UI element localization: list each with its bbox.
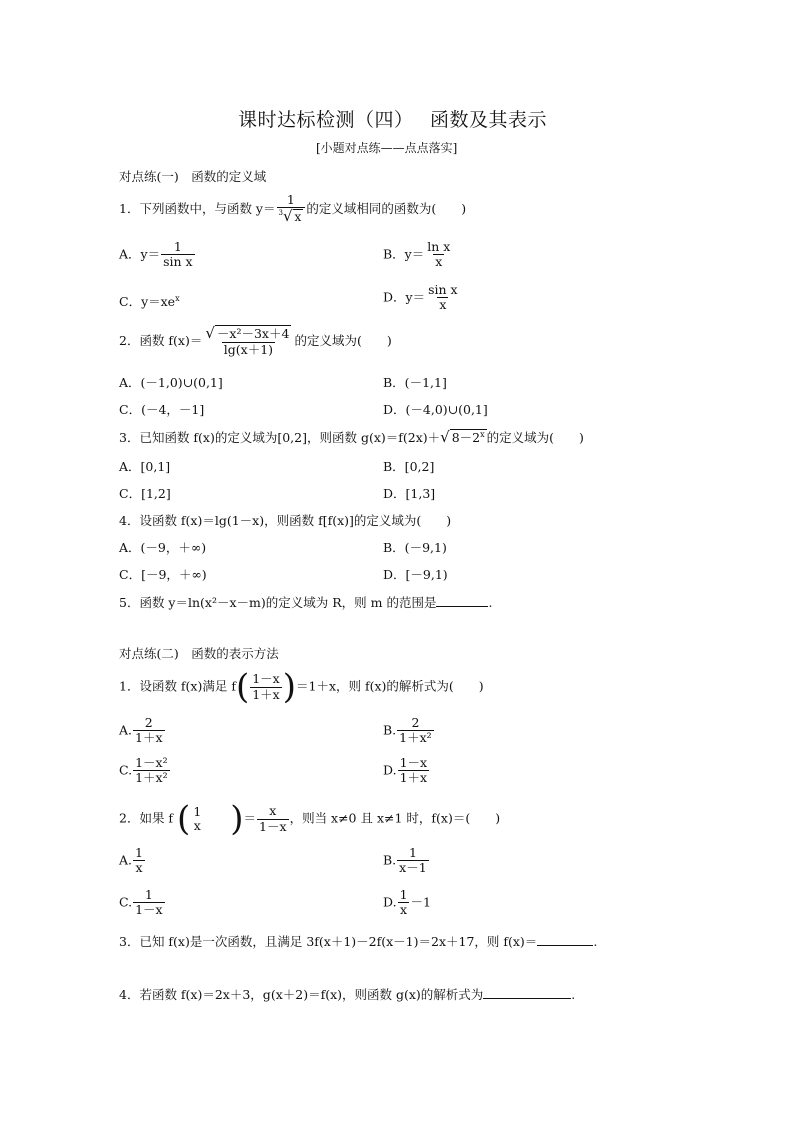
option-1-2-c: C．(－4，－1]	[119, 402, 205, 417]
question-1-2: 2．函数 f(x)＝ $\frac{\text{√ －x²－3x＋4}}{\lg(x+1)}$ 的定义域为( )	[119, 324, 392, 358]
question-2-2: 2．如果 f ( 1 x )＝ $\frac{x}{1-x}$ ，则当 x≠0 且 x≠1 时，f(x)＝( )	[119, 799, 501, 839]
option-2-1-c: C. $\frac{\text{1－x²}}{\text{1＋x²}}$	[119, 755, 168, 786]
answer-blank[interactable]	[436, 606, 488, 607]
question-1-5: 5．函数 y＝ln(x²－x－m)的定义域为 R，则 m 的范围是 .	[119, 595, 493, 610]
option-1-3-a: A．[0,1]	[119, 459, 171, 474]
option-1-1-c: C．$y=xe^x$	[119, 293, 180, 309]
answer-blank[interactable]	[537, 945, 593, 946]
question-1-4: 4．设函数 f(x)＝lg(1－x)，则函数 f[f(x)]的定义域为( )	[119, 513, 452, 528]
option-1-1-d: D．y＝ $\frac{\text{sin x}}{x}$	[383, 282, 458, 313]
page-subtitle: [小题对点练——点点落实]	[316, 141, 458, 155]
option-1-4-a: A．(－9，＋∞)	[119, 540, 207, 555]
option-2-2-c: C. $\frac{1}{1-x}$	[119, 887, 163, 918]
option-1-3-b: B．[0,2]	[383, 459, 435, 474]
answer-blank[interactable]	[483, 998, 571, 999]
option-1-1-a: A．y＝ $\frac{1}{\text{sin x}}$	[119, 239, 193, 270]
question-2-4: 4．若函数 f(x)＝2x＋3，g(x＋2)＝f(x)，则函数 g(x)的解析式为 .	[119, 987, 576, 1002]
option-1-3-c: C．[1,2]	[119, 486, 171, 501]
page-title: 课时达标检测（四） 函数及其表示	[238, 109, 548, 131]
option-1-4-c: C．[－9，＋∞)	[119, 567, 207, 582]
option-2-2-b: B. $\frac{1}{x-1}$	[383, 845, 427, 876]
question-1-1: 1．下列函数中，与函数 y＝ $\frac{1}{^3√ x}$ 的定义域相同的函数为( )	[119, 192, 467, 226]
option-1-3-d: D．[1,3]	[383, 486, 436, 501]
option-2-1-d: D. $\frac{1-x}{1+x}$	[383, 755, 428, 786]
option-1-2-b: B．(－1,1]	[383, 375, 447, 390]
option-2-2-d: D. $\frac{1}{x}$ －1	[383, 887, 431, 918]
option-1-1-b: B．y＝ $\frac{\text{ln x}}{x}$	[383, 239, 451, 270]
question-2-3: 3．已知 f(x)是一次函数，且满足 3f(x＋1)－2f(x－1)＝2x＋17，则 f(x)＝ .	[119, 934, 598, 949]
question-1-3: 3．已知函数 f(x)的定义域为[0,2]，则函数 g(x)＝f(2x)＋√ $8-2^x$ 的定义域为( )	[119, 428, 584, 446]
option-2-1-a: A. $\frac{2}{1+x}$	[119, 715, 163, 746]
option-1-2-d: D．(－4,0)∪(0,1]	[383, 402, 488, 417]
option-2-2-a: A. $\frac{1}{x}$	[119, 845, 143, 876]
section-heading-domain: 对点练(一) 函数的定义域	[119, 169, 267, 184]
option-1-4-d: D．[－9,1)	[383, 567, 448, 582]
question-2-1: 1．设函数 f(x)满足 f( $\frac{1-x}{1+x}$ )＝1＋x，则 f(x)的解析式为( )	[119, 667, 484, 707]
option-1-2-a: A．(－1,0)∪(0,1]	[119, 375, 223, 390]
option-1-4-b: B．(－9,1)	[383, 540, 447, 555]
section-heading-representation: 对点练(二) 函数的表示方法	[119, 646, 279, 661]
option-2-1-b: B. $\frac{2}{\text{1＋x²}}$	[383, 715, 432, 746]
